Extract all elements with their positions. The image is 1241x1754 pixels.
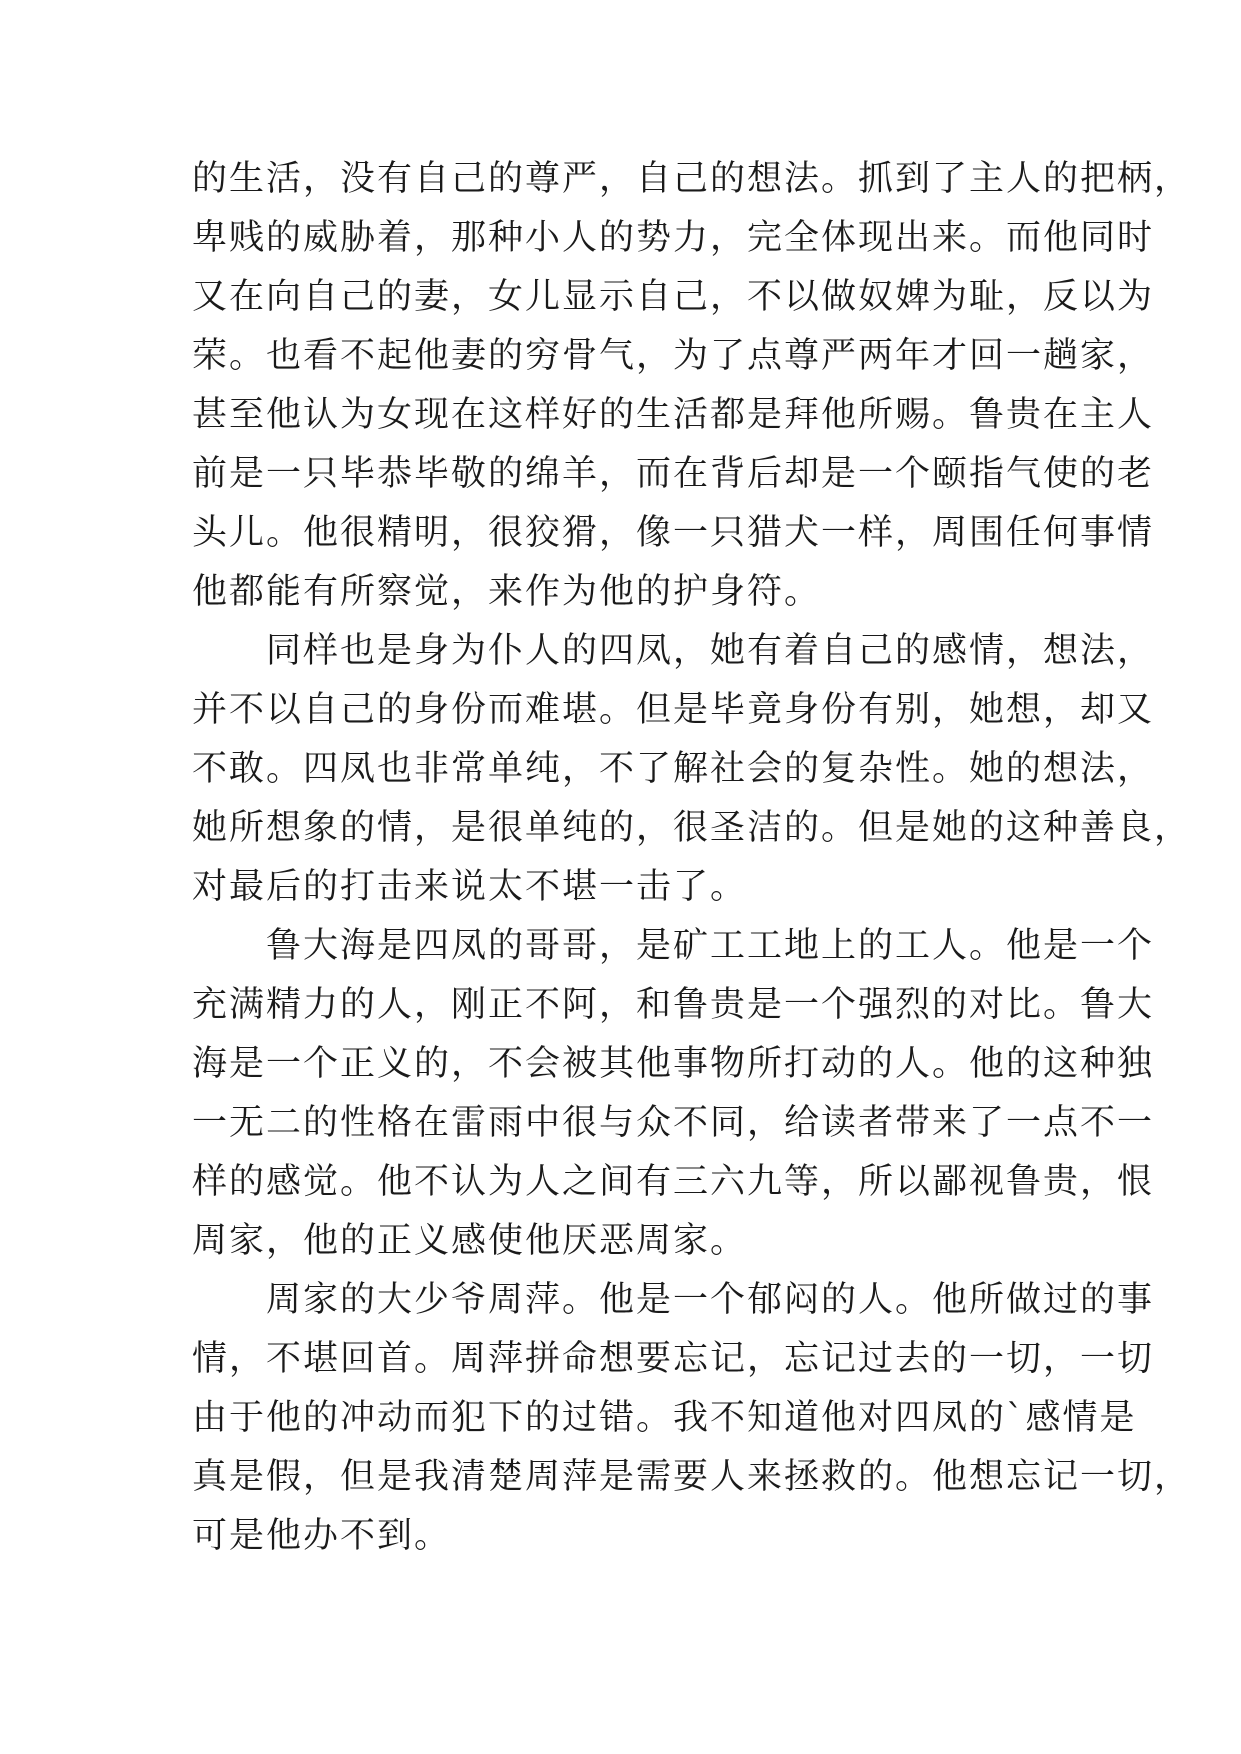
- text-line: 他都能有所察觉，来作为他的护身符。: [192, 572, 822, 612]
- text-line: 不敢。四凤也非常单纯，不了解社会的复杂性。她的想法，: [192, 749, 1155, 789]
- text-line: 周家，他的正义感使他厌恶周家。: [192, 1221, 748, 1261]
- text-line: 情，不堪回首。周萍拼命想要忘记，忘记过去的一切，一切: [192, 1339, 1155, 1379]
- text-line: 头儿。他很精明，很狡猾，像一只猎犬一样，周围任何事情: [192, 513, 1155, 553]
- text-line: 一无二的性格在雷雨中很与众不同，给读者带来了一点不一: [192, 1103, 1155, 1143]
- text-line: 充满精力的人，刚正不阿，和鲁贵是一个强烈的对比。鲁大: [192, 985, 1155, 1025]
- text-line: 鲁大海是四凤的哥哥，是矿工工地上的工人。他是一个: [192, 926, 1155, 966]
- text-line: 前是一只毕恭毕敬的绵羊，而在背后却是一个颐指气使的老: [192, 454, 1155, 494]
- paragraph-lu-da-hai: [192, 917, 1155, 1271]
- text-line: 并不以自己的身份而难堪。但是毕竟身份有别，她想，却又: [192, 690, 1155, 730]
- text-line: 对最后的打击来说太不堪一击了。: [192, 867, 748, 907]
- paragraph-lu-gui-continued: [192, 150, 1192, 622]
- text-line: 同样也是身为仆人的四凤，她有着自己的感情，想法，: [192, 631, 1155, 671]
- text-line: 可是他办不到。: [192, 1516, 452, 1556]
- paragraph-zhou-ping: [192, 1271, 1192, 1566]
- text-line: 样的感觉。他不认为人之间有三六九等，所以鄙视鲁贵，恨: [192, 1162, 1155, 1202]
- text-line: 海是一个正义的，不会被其他事物所打动的人。他的这种独: [192, 1044, 1155, 1084]
- text-line: 周家的大少爷周萍。他是一个郁闷的人。他所做过的事: [192, 1280, 1155, 1320]
- text-line: 荣。也看不起他妻的穷骨气，为了点尊严两年才回一趟家，: [192, 336, 1155, 376]
- text-line: 真是假，但是我清楚周萍是需要人来拯救的。他想忘记一切，: [192, 1457, 1192, 1497]
- text-line: 由于他的冲动而犯下的过错。我不知道他对四凤的`感情是: [192, 1398, 1137, 1438]
- paragraph-si-feng: [192, 622, 1192, 917]
- text-line: 她所想象的情，是很单纯的，很圣洁的。但是她的这种善良，: [192, 808, 1192, 848]
- text-line: 甚至他认为女现在这样好的生活都是拜他所赐。鲁贵在主人: [192, 395, 1155, 435]
- text-line: 的生活，没有自己的尊严，自己的想法。抓到了主人的把柄，: [192, 159, 1192, 199]
- text-line: 又在向自己的妻，女儿显示自己，不以做奴婢为耻，反以为: [192, 277, 1155, 317]
- text-line: 卑贱的威胁着，那种小人的势力，完全体现出来。而他同时: [192, 218, 1155, 258]
- document-body: [192, 150, 1192, 1566]
